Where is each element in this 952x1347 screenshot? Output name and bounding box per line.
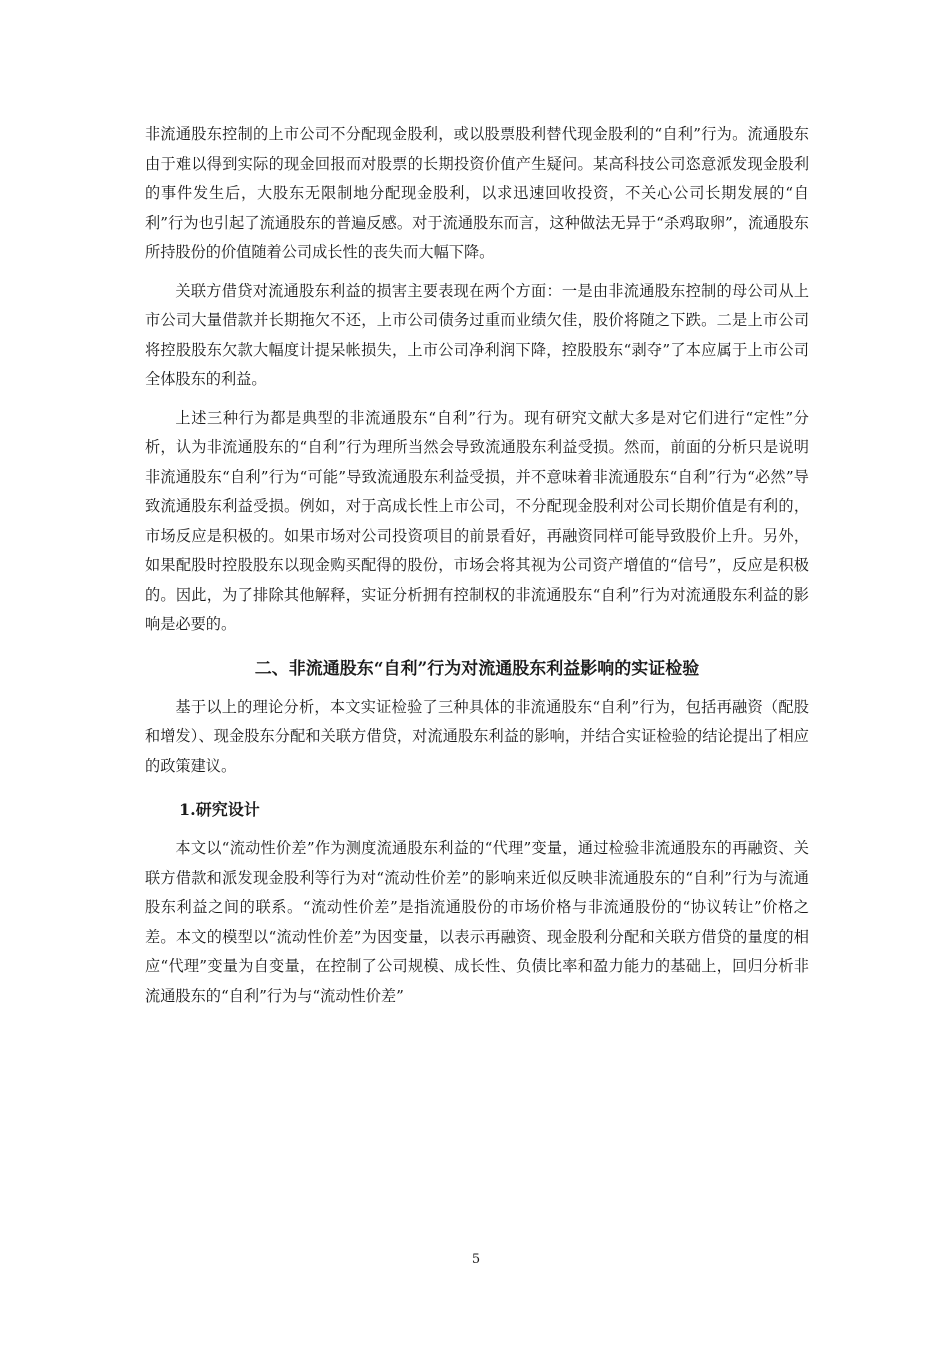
paragraph-self-interest-analysis: 上述三种行为都是典型的非流通股东“自利”行为。现有研究文献大多是对它们进行“定性”分析，认为非流通股东的“自利”行为理所当然会导致流通股东利益受损。然而，前面的分析只是说明非流通股东“自利”行为“可能”导致流通股东利益受损，并不意味着非流通股东“自利”行为“必然”导致流通股东利益受损。例如，对于高成长性上市公司，不分配现金股利对公司长期价值是有利的，市场反应是积极的。如果市场对公司投资项目的前景看好，再融资同样可能导致股价上升。另外，如果配股时控股股东以现金购买配得的股份，市场会将其视为公司资产增值的“信号”，反应是积极的。因此，为了排除其他解释，实证分析拥有控制权的非流通股东“自利”行为对流通股东利益的影响是必要的。 [145, 408, 809, 633]
paragraph-dividend-behavior: 非流通股东控制的上市公司不分配现金股利，或以股票股利替代现金股利的“自利”行为。流通股东由于难以得到实际的现金回报而对股票的长期投资价值产生疑问。某高科技公司恣意派发现金股利的事件发生后，大股东无限制地分配现金股利，以求迅速回收投资，不关心公司长期发展的“自利”行为也引起了流通股东的普遍反感。对于流通股东而言，这种做法无异于“杀鸡取卵”，流通股东所持股份的价值随着公司成长性的丧失而大幅下降。 [145, 125, 809, 261]
paragraph-spacer [145, 781, 809, 795]
paragraph-spacer [145, 640, 809, 654]
section-heading: 二、非流通股东“自利”行为对流通股东利益影响的实证检验 [254, 658, 700, 679]
subsection-heading: 1.研究设计 [179, 800, 260, 819]
paragraph-spacer [145, 395, 809, 404]
paragraph-spacer [145, 684, 809, 693]
page-body [145, 120, 809, 1011]
page-number: 5 [471, 1252, 481, 1267]
paragraph-spacer [145, 268, 809, 277]
paragraph-section-intro: 基于以上的理论分析，本文实证检验了三种具体的非流通股东“自利”行为，包括再融资（配股和增发）、现金股东分配和关联方借贷，对流通股东利益的影响，并结合实证检验的结论提出了相应的政策建议。 [145, 697, 809, 775]
paragraph-spacer [145, 825, 809, 834]
paragraph-research-design: 本文以“流动性价差”作为测度流通股东利益的“代理”变量，通过检验非流通股东的再融资、关联方借款和派发现金股利等行为对“流动性价差”的影响来近似反映非流通股东的“自利”行为与流通股东利益之间的联系。“流动性价差”是指流通股份的市场价格与非流通股份的“协议转让”价格之差。本文的模型以“流动性价差”为因变量，以表示再融资、现金股利分配和关联方借贷的量度的相应“代理”变量为自变量，在控制了公司规模、成长性、负债比率和盈力能力的基础上，回归分析非流通股东的“自利”行为与“流动性价差” [145, 839, 809, 1005]
paragraph-related-party-loans: 关联方借贷对流通股东利益的损害主要表现在两个方面：一是由非流通股东控制的母公司从上市公司大量借款并长期拖欠不还，上市公司债务过重而业绩欠佳，股价将随之下跌。二是上市公司将控股股东欠款大幅度计提呆帐损失，上市公司净利润下降，控股股东“剥夺”了本应属于上市公司全体股东的利益。 [145, 281, 809, 388]
